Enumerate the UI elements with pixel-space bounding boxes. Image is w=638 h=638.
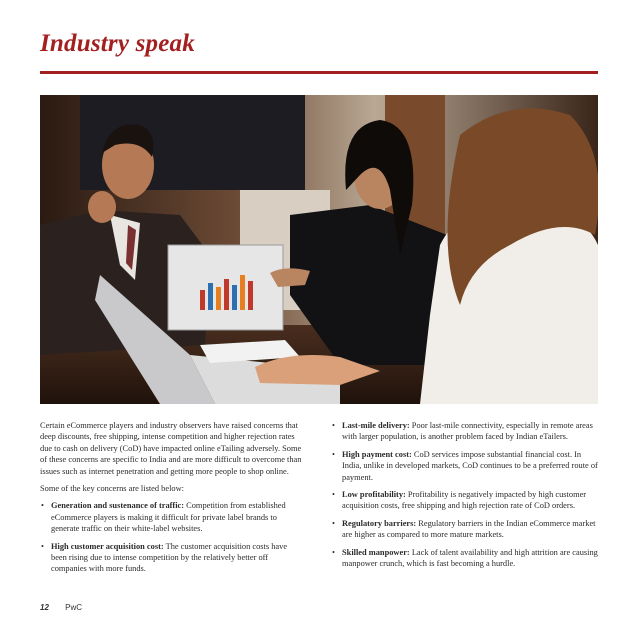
bullet-icon: • — [41, 501, 44, 511]
list-item: • Low profitability: Profitability is negatively impacted by high customer acquisition costs, free shipping and high rejection rate of CoD orders. — [332, 490, 587, 511]
title-rule — [40, 71, 598, 74]
list-item: • Generation and sustenance of traffic: Competition from established eCommerce players is making it difficult for private label brands to generate traffic on their white-label websites. — [41, 501, 286, 534]
bullet-icon: • — [332, 449, 335, 459]
meeting-photo — [40, 95, 598, 404]
list-item: • Last-mile delivery: Poor last-mile connectivity, especially in remote areas with larger population, is another problem faced by Indian eTailers. — [332, 421, 593, 442]
bullet-icon: • — [332, 490, 335, 500]
list-item: • High payment cost: CoD services impose substantial financial cost. In India, unlike in developed markets, CoD continues to be a preferred route of payment. — [332, 449, 598, 482]
brand-name: PwC — [65, 603, 83, 612]
left-column — [40, 420, 302, 581]
page-footer — [40, 603, 82, 612]
bullet-icon: • — [332, 518, 335, 528]
page-title: Industry speak — [40, 30, 195, 57]
list-item: • Regulatory barriers: Regulatory barriers in the Indian eCommerce market are higher as compared to more mature markets. — [332, 518, 596, 540]
list-item: • High customer acquisition cost: The customer acquisition costs have been rising due to intense competition by the relatively better off companies with more funds. — [41, 541, 288, 574]
bullet-icon: • — [332, 547, 335, 557]
intro-paragraph: Certain eCommerce players and industry observers have raised concerns that deep discounts, free shipping, intense competition and higher rejection rates due to cash on delivery (CoD) have impacted online eTailing adversely. Some of these concerns are specific to India and are more difficult to overcome than issues such as internet penetration and getting more people to shop online. — [40, 421, 302, 476]
concerns-lead: Some of the key concerns are listed below: — [40, 484, 184, 494]
concerns-list-right — [331, 420, 599, 569]
concerns-list-left — [40, 500, 302, 574]
right-column — [331, 420, 599, 575]
page-number: 12 — [40, 603, 49, 612]
bullet-icon: • — [41, 541, 44, 551]
bullet-icon: • — [332, 421, 335, 430]
list-item: • Skilled manpower: Lack of talent availability and high attrition are causing manpower crunch, which is fast becoming a hurdle. — [332, 547, 598, 569]
